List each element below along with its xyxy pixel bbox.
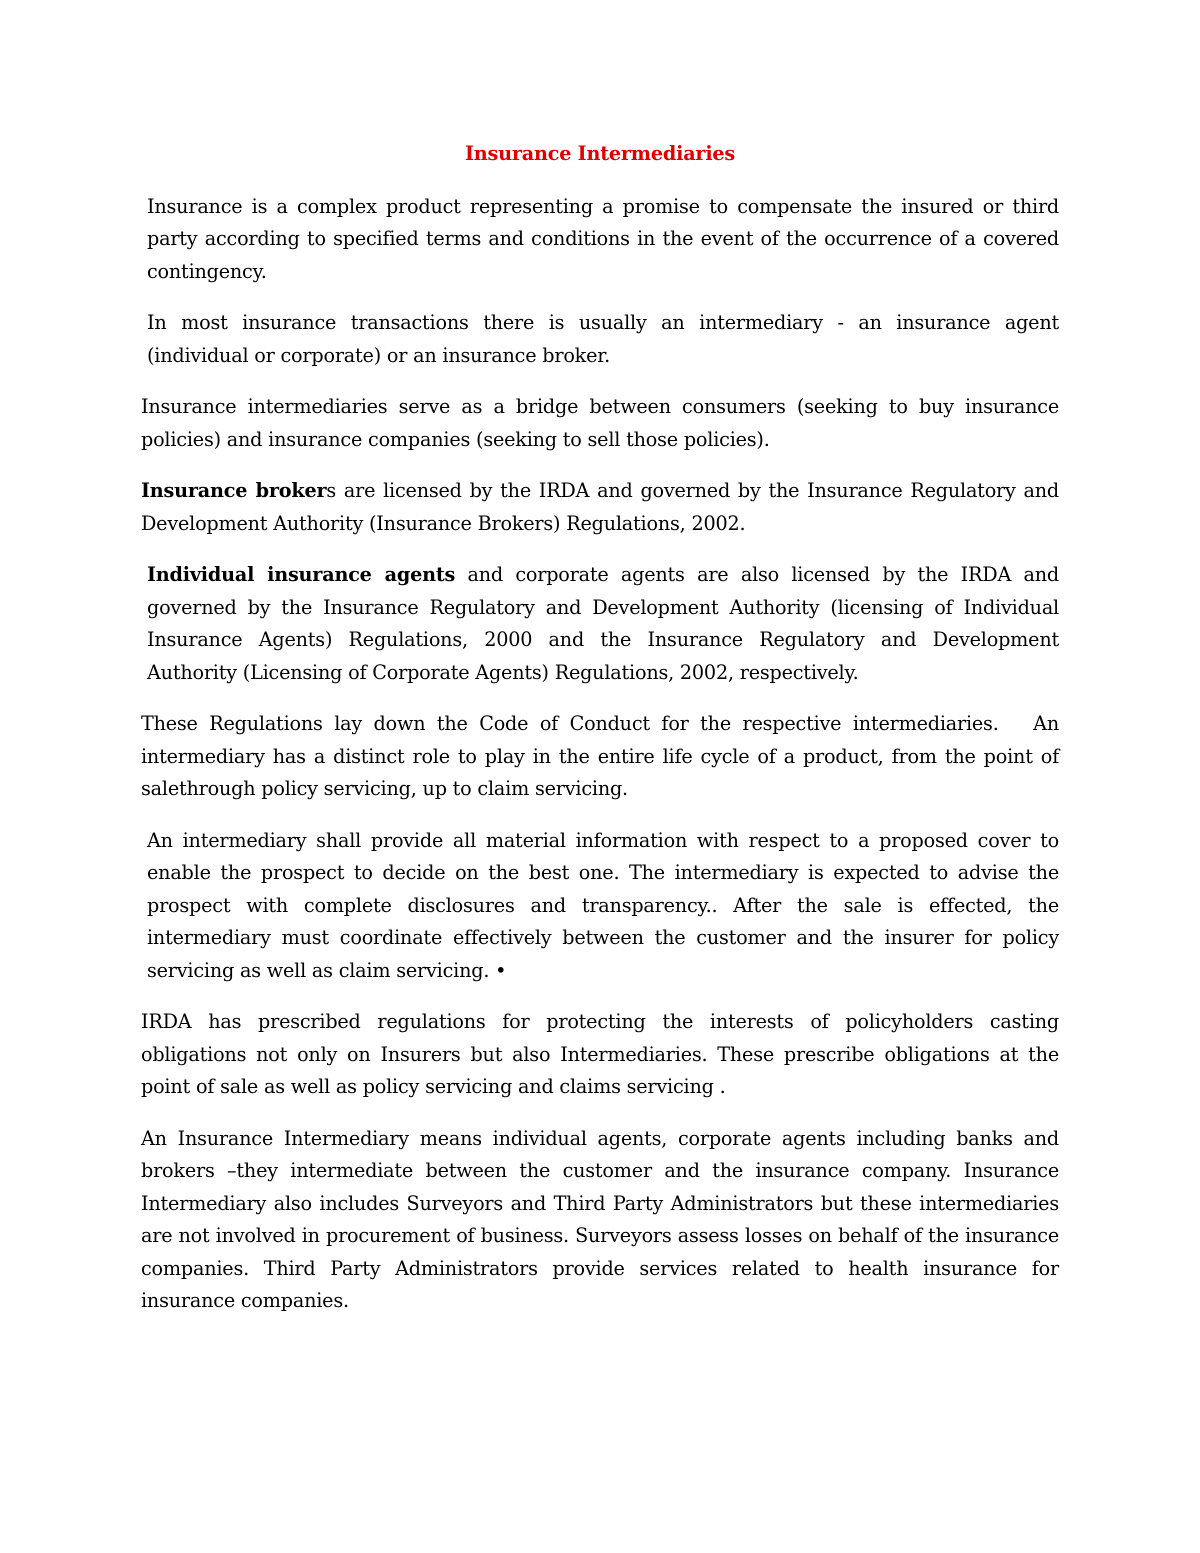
paragraph-text: An Insurance Intermediary means individual agents, corporate agents including banks and brokers –they intermediate between the customer and the insurance company. Insurance Intermediary also includes Surveyors and Third Party Administrators but these intermediaries are not involved in procurement of business. Surveyors assess losses on behalf of the insurance companies. Third Party Administrators provide services related to health insurance for insurance companies. — [141, 1126, 1059, 1312]
paragraph-bridge-role — [141, 391, 1059, 456]
paragraph-bold-lead: Individual insurance agents — [147, 563, 456, 586]
paragraph-bold-lead: Insurance broker — [141, 479, 327, 502]
paragraph-text: IRDA has prescribed regulations for protecting the interests of policyholders casting obligations not only on Insurers but also Intermediaries. These prescribe obligations at the point of sale as well as policy servicing and claims servicing . — [141, 1010, 1059, 1098]
paragraph-insurance-definition — [141, 191, 1059, 289]
paragraph-intermediary-definition — [141, 1123, 1059, 1318]
paragraph-material-information — [141, 825, 1059, 988]
paragraph-text: Insurance intermediaries serve as a bridge between consumers (seeking to buy insurance policies) and insurance companies (seeking to sell those policies). — [141, 395, 1059, 451]
paragraph-intermediary-usage — [141, 307, 1059, 372]
paragraph-code-of-conduct — [141, 708, 1065, 806]
paragraph-text: These Regulations lay down the Code of Conduct for the respective intermediaries. An intermediary has a distinct role to play in the entire life cycle of a product, from the point of salethrough policy servicing, up to claim servicing. — [141, 712, 1065, 800]
document-title: Insurance Intermediaries — [464, 142, 736, 165]
paragraph-insurance-brokers — [141, 475, 1059, 540]
document-body — [141, 138, 1065, 1337]
paragraph-text: An intermediary shall provide all material information with respect to a proposed cover to enable the prospect to decide on the best one. The intermediary is expected to advise the prospect with complete disclosures and transparency.. After the sale is effected, the intermediary must coordinate effectively between the customer and the insurer for policy servicing as well as claim servicing. • — [147, 828, 1059, 982]
paragraph-irda-regulations — [141, 1006, 1059, 1104]
paragraph-text: Insurance is a complex product representing a promise to compensate the insured or third party according to specified terms and conditions in the event of the occurrence of a covered contingency. — [147, 194, 1059, 283]
paragraph-text: s are licensed by the IRDA and governed by the Insurance Regulatory and Development Authority (Insurance Brokers) Regulations, 2002. — [141, 479, 1059, 535]
paragraph-text: and corporate agents are also licensed by the IRDA and governed by the Insurance Regulatory and Development Authority (licensing of Individual Insurance Agents) Regulations, 2000 and the Insurance Regulatory and Development Authority (Licensing of Corporate Agents) Regulations, 2002, respectively. — [147, 563, 1059, 684]
paragraph-individual-agents — [141, 559, 1059, 689]
paragraph-text: In most insurance transactions there is usually an intermediary - an insurance agent (individual or corporate) or an insurance broker. — [147, 311, 1059, 367]
